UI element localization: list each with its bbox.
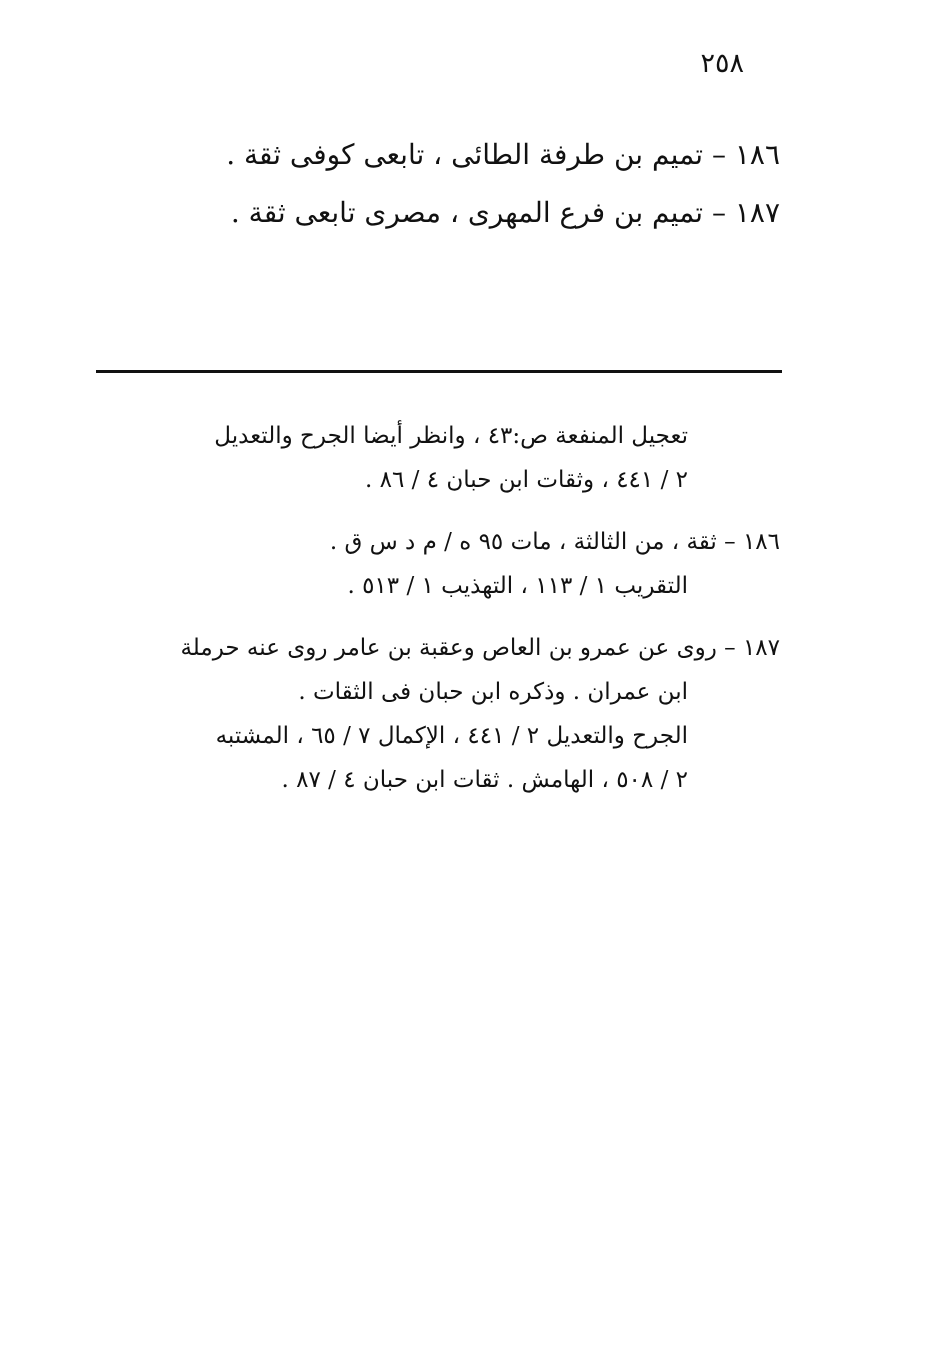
- footnote-line: ابن عمران . وذكره ابن حبان فى الثقات .: [298, 679, 688, 705]
- footnote-line: ٢ / ٤٤١ ، وثقات ابن حبان ٤ / ٨٦ .: [364, 467, 688, 493]
- footnote-line: تعجيل المنفعة ص:٤٣ ، وانظر أيضا الجرح والتعديل: [214, 423, 688, 449]
- footnote-line: التقريب ١ / ١١٣ ، التهذيب ١ / ٥١٣ .: [347, 573, 688, 599]
- footnote-187: [80, 626, 780, 802]
- footnote-line: ١٨٧ – روى عن عمرو بن العاص وعقبة بن عامر روى عنه حرملة: [180, 635, 780, 661]
- footnote-186: [80, 520, 780, 608]
- footnote-line: الجرح والتعديل ٢ / ٤٤١ ، الإكمال ٧ / ٦٥ ، المشتبه: [215, 723, 688, 749]
- footnote-separator: [96, 370, 782, 373]
- entry-187: ١٨٧ – تميم بن فرع المهرى ، مصرى تابعى ثقة .: [230, 196, 780, 229]
- entry-186: ١٨٦ – تميم بن طرفة الطائى ، تابعى كوفى ثقة .: [226, 138, 780, 171]
- footnote-line: ٢ / ٥٠٨ ، الهامش . ثقات ابن حبان ٤ / ٨٧ .: [281, 767, 688, 793]
- page-number: ٢٥٨: [700, 48, 744, 79]
- footnote-continued: [80, 414, 780, 502]
- footnote-line: ١٨٦ – ثقة ، من الثالثة ، مات ٩٥ ه / م د س ق .: [329, 529, 780, 555]
